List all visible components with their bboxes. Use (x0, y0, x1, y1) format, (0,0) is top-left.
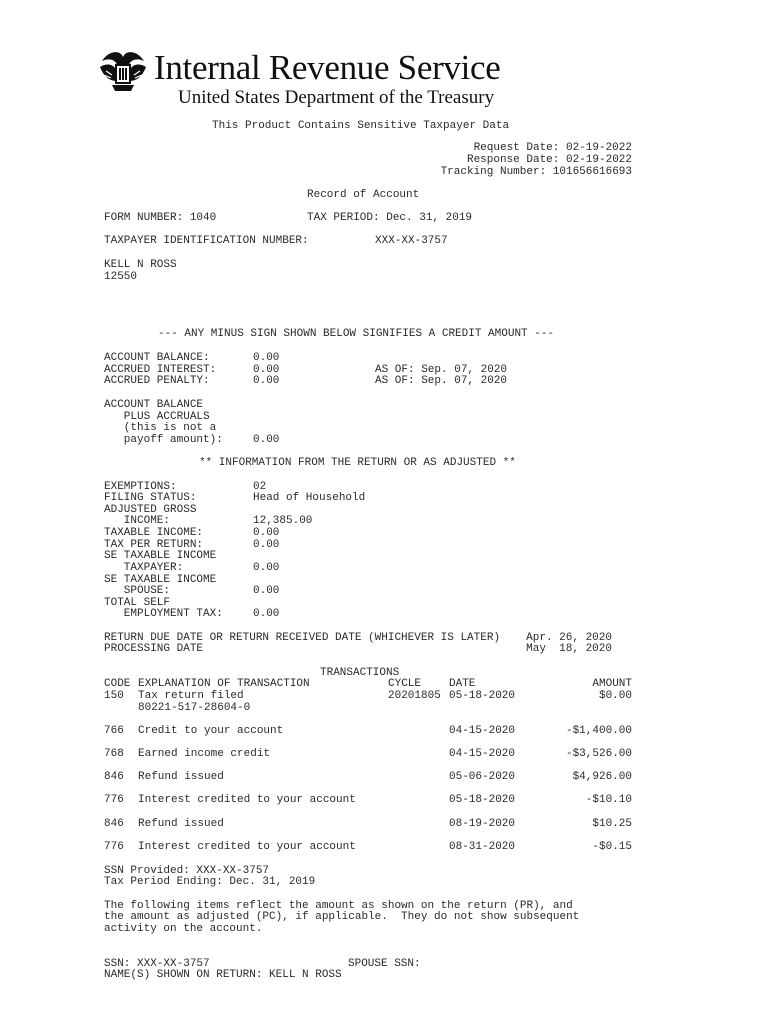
footer-spouse-ssn: SPOUSE SSN: (348, 958, 421, 970)
tx-code: 768 (104, 748, 124, 760)
explanation-paragraph-line: The following items reflect the amount as shown on the return (PR), and (104, 900, 573, 912)
th-code: CODE (104, 678, 131, 690)
info-value: 0.00 (253, 539, 280, 551)
balance-asof: AS OF: Sep. 07, 2020 (375, 375, 508, 387)
processing-date-label: PROCESSING DATE (104, 643, 204, 655)
tx-code: 776 (104, 841, 124, 853)
tx-explanation: Interest credited to your account (138, 794, 356, 806)
due-date-label: RETURN DUE DATE OR RETURN RECEIVED DATE (WHICHEVER IS LATER) (104, 632, 501, 644)
info-label: SE TAXABLE INCOME (104, 550, 217, 562)
tx-code: 846 (104, 771, 124, 783)
info-label: SPOUSE: (104, 585, 171, 597)
accruals-value: 0.00 (253, 434, 280, 446)
accruals-line: payoff amount): (104, 434, 223, 446)
balance-label: ACCRUED INTEREST: (104, 364, 217, 376)
tracking-number: Tracking Number: 101656616693 (440, 166, 632, 178)
footer-ssn: SSN: XXX-XX-3757 (104, 958, 210, 970)
info-heading: ** INFORMATION FROM THE RETURN OR AS ADJUSTED ** (199, 457, 516, 469)
info-value: 0.00 (253, 585, 280, 597)
due-date-value: Apr. 26, 2020 (526, 632, 612, 644)
info-value: 0.00 (253, 608, 280, 620)
sensitive-data-notice: This Product Contains Sensitive Taxpayer Data (212, 120, 510, 132)
tax-period: TAX PERIOD: Dec. 31, 2019 (307, 212, 473, 224)
tx-explanation: Refund issued (138, 771, 224, 783)
explanation-paragraph-line: activity on the account. (104, 923, 263, 935)
tx-explanation: Interest credited to your account (138, 841, 356, 853)
tx-amount: -$1,400.00 (565, 725, 632, 737)
th-date: DATE (449, 678, 476, 690)
tx-code: 150 (104, 690, 124, 702)
tx-explanation: Credit to your account (138, 725, 284, 737)
tx-date: 04-15-2020 (449, 748, 516, 760)
info-label: INCOME: (104, 515, 171, 527)
form-number: FORM NUMBER: 1040 (104, 212, 217, 224)
request-date: Request Date: 02-19-2022 (473, 142, 632, 154)
info-label: TAXPAYER: (104, 562, 184, 574)
tx-amount: -$10.10 (585, 794, 632, 806)
tin-label: TAXPAYER IDENTIFICATION NUMBER: (104, 235, 309, 247)
info-label: FILING STATUS: (104, 492, 197, 504)
balance-label: ACCOUNT BALANCE: (104, 352, 210, 364)
info-label: TOTAL SELF (104, 597, 171, 609)
taxpayer-name: KELL N ROSS (104, 259, 177, 271)
irs-subtitle: United States Department of the Treasury (178, 87, 495, 108)
irs-title: Internal Revenue Service (154, 48, 501, 87)
tx-amount: $4,926.00 (572, 771, 632, 783)
transactions-title: TRANSACTIONS (320, 667, 400, 679)
tax-period-ending: Tax Period Ending: Dec. 31, 2019 (104, 876, 316, 888)
tx-code: 776 (104, 794, 124, 806)
balance-value: 0.00 (253, 375, 280, 387)
tx-amount: $0.00 (598, 690, 632, 702)
minus-sign-notice: --- ANY MINUS SIGN SHOWN BELOW SIGNIFIES A CREDIT AMOUNT --- (158, 328, 555, 340)
explanation-paragraph-line: the amount as adjusted (PC), if applicable. They do not show subsequent (104, 911, 580, 923)
tx-date: 04-15-2020 (449, 725, 516, 737)
response-date: Response Date: 02-19-2022 (466, 154, 632, 166)
tx-amount: -$0.15 (592, 841, 632, 853)
ssn-provided: SSN Provided: XXX-XX-3757 (104, 865, 270, 877)
tx-cycle: 20201805 (388, 690, 441, 702)
tx-date: 05-18-2020 (449, 794, 516, 806)
tx-amount: -$3,526.00 (565, 748, 632, 760)
irs-header (96, 44, 556, 108)
info-label: SE TAXABLE INCOME (104, 574, 217, 586)
tx-date: 08-31-2020 (449, 841, 516, 853)
irs-eagle-seal-icon (98, 47, 148, 93)
info-value: 02 (253, 481, 267, 493)
info-label: EXEMPTIONS: (104, 481, 177, 493)
tx-date: 05-18-2020 (449, 690, 516, 702)
info-value: Head of Household (253, 492, 366, 504)
taxpayer-code: 12550 (104, 271, 138, 283)
info-value: 0.00 (253, 562, 280, 574)
record-title: Record of Account (307, 189, 420, 201)
footer-names: NAME(S) SHOWN ON RETURN: KELL N ROSS (104, 969, 342, 981)
accruals-line: (this is not a (104, 422, 217, 434)
info-label: ADJUSTED GROSS (104, 504, 197, 516)
tx-sub: 80221-517-28604-0 (138, 702, 251, 714)
balance-asof: AS OF: Sep. 07, 2020 (375, 364, 508, 376)
tin-value: XXX-XX-3757 (375, 235, 448, 247)
tx-code: 846 (104, 818, 124, 830)
info-label: TAXABLE INCOME: (104, 527, 204, 539)
balance-value: 0.00 (253, 352, 280, 364)
info-label: EMPLOYMENT TAX: (104, 608, 223, 620)
info-value: 12,385.00 (253, 515, 313, 527)
accruals-line: PLUS ACCRUALS (104, 411, 210, 423)
tx-code: 766 (104, 725, 124, 737)
balance-label: ACCRUED PENALTY: (104, 375, 210, 387)
tx-amount: $10.25 (592, 818, 632, 830)
tx-explanation: Refund issued (138, 818, 224, 830)
info-value: 0.00 (253, 527, 280, 539)
accruals-line: ACCOUNT BALANCE (104, 399, 204, 411)
th-cycle: CYCLE (388, 678, 422, 690)
th-explanation: EXPLANATION OF TRANSACTION (138, 678, 310, 690)
info-label: TAX PER RETURN: (104, 539, 204, 551)
th-amount: AMOUNT (592, 678, 632, 690)
tx-explanation: Earned income credit (138, 748, 271, 760)
balance-value: 0.00 (253, 364, 280, 376)
tx-date: 08-19-2020 (449, 818, 516, 830)
processing-date-value: May 18, 2020 (526, 643, 612, 655)
tx-explanation: Tax return filed (138, 690, 244, 702)
tx-date: 05-06-2020 (449, 771, 516, 783)
